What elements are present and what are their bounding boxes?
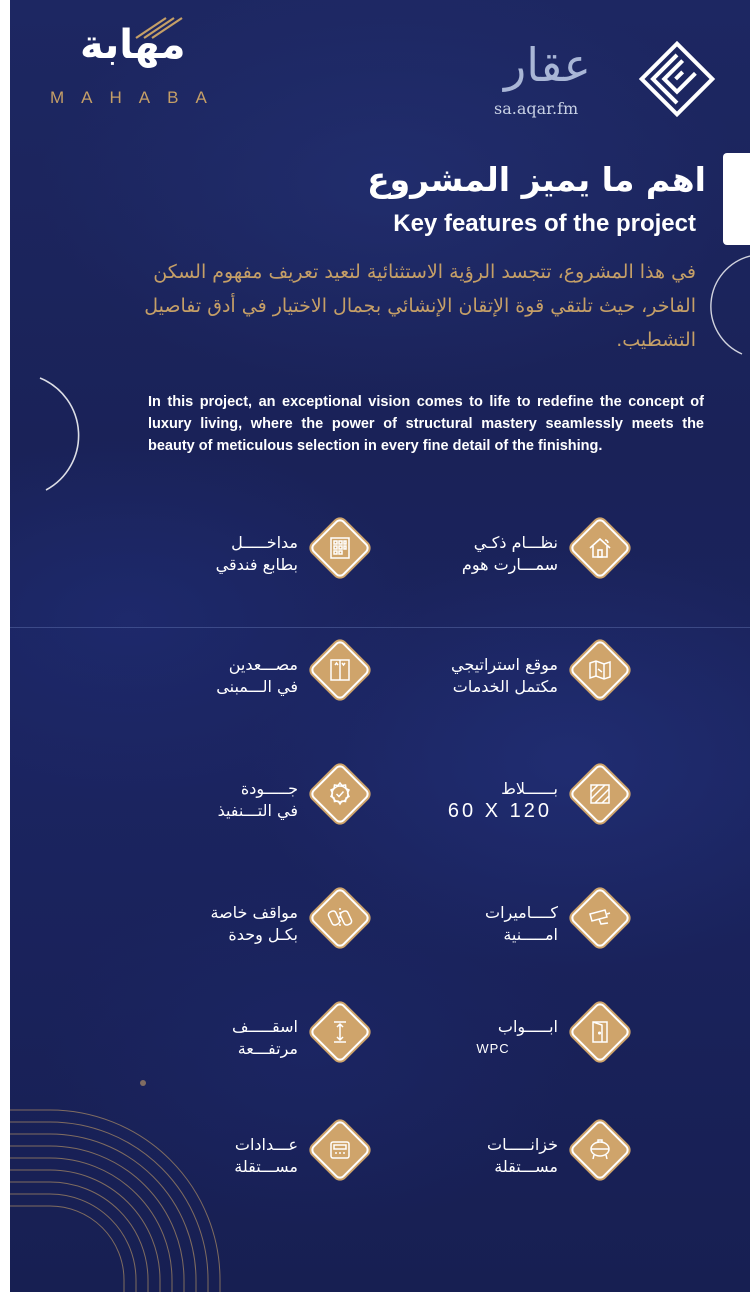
feature-ceilings bbox=[106, 1016, 370, 1062]
car-parking-icon bbox=[310, 888, 370, 948]
feature-meters bbox=[106, 1134, 370, 1180]
feature-line1: مصـــعدين bbox=[228, 655, 298, 674]
feature-tiles bbox=[366, 778, 630, 824]
building-icon bbox=[310, 518, 370, 578]
mahaba-latin-name: MAHABA bbox=[50, 88, 224, 107]
feature-line2: مرتفـــعة bbox=[237, 1039, 298, 1058]
elevator-icon bbox=[310, 640, 370, 700]
meter-icon bbox=[310, 1120, 370, 1180]
section-divider bbox=[10, 627, 750, 628]
tiles-icon bbox=[570, 764, 630, 824]
feature-line2: امـــــنية bbox=[503, 925, 558, 944]
mahaba-arabic-name: مهابة bbox=[80, 22, 186, 68]
feature-line2: 60 X 120 bbox=[447, 800, 552, 822]
intro-text-en: In this project, an exceptional vision comes to life to redefine the concept of luxury living, where the power of structural mastery seamlessly meets the beauty of meticulous selection in every fine detail of the finishing. bbox=[148, 394, 704, 454]
left-white-strip bbox=[0, 0, 10, 1292]
feature-line2: مســـتقلة bbox=[494, 1157, 558, 1176]
decorative-arc-right bbox=[700, 250, 750, 360]
aqar-logo bbox=[490, 38, 615, 123]
decorative-dots bbox=[138, 1078, 148, 1088]
feature-line2: بكـل وحدة bbox=[228, 925, 298, 944]
security-camera-icon bbox=[570, 888, 630, 948]
feature-line2: مكتمل الخدمات bbox=[452, 677, 558, 696]
map-icon bbox=[570, 640, 630, 700]
page-title-en: Key features of the project bbox=[393, 210, 696, 237]
feature-doors bbox=[366, 1016, 630, 1062]
feature-line2: في الـــمبنى bbox=[216, 677, 298, 696]
door-icon bbox=[570, 1002, 630, 1062]
quality-badge-icon bbox=[310, 764, 370, 824]
feature-line1: مواقف خاصة bbox=[210, 903, 298, 922]
feature-line1: خزانـــــات bbox=[487, 1135, 558, 1154]
feature-line1: مداخـــــل bbox=[231, 533, 298, 552]
feature-parking bbox=[106, 902, 370, 948]
smart-home-icon bbox=[570, 518, 630, 578]
feature-line2: WPC bbox=[476, 1041, 510, 1056]
decorative-lines-bottom-left bbox=[10, 1090, 250, 1292]
feature-line1: بــــــلاط bbox=[501, 779, 558, 798]
aqar-arabic-name: عقار bbox=[504, 38, 591, 92]
feature-line1: ابـــــواب bbox=[497, 1017, 558, 1036]
intro-text-ar: في هذا المشروع، تتجسد الرؤية الاستثنائية لتعيد تعريف مفهوم السكن الفاخر، حيث تلتقي قوة الإتقان الإنشائي بجمال الاختيار في أدق تفاصيل التشطيب. bbox=[144, 261, 696, 351]
aqar-url: sa.aqar.fm bbox=[494, 99, 579, 118]
feature-elevators bbox=[106, 654, 370, 700]
feature-poster bbox=[10, 0, 750, 1292]
feature-line1: اسقـــــف bbox=[232, 1017, 298, 1036]
feature-line2: مســـتقلة bbox=[234, 1157, 298, 1176]
developer-kufic-logo-icon bbox=[638, 40, 716, 118]
feature-line1: جـــــودة bbox=[240, 779, 298, 798]
feature-strategic-location bbox=[366, 654, 630, 700]
feature-smart-home bbox=[366, 532, 630, 578]
feature-line1: كــــاميرات bbox=[485, 903, 558, 922]
feature-hotel-entrances bbox=[106, 532, 370, 578]
feature-quality bbox=[106, 778, 370, 824]
feature-line1: نظـــام ذكـي bbox=[473, 533, 558, 552]
feature-line2: في التـــنفيذ bbox=[217, 801, 298, 820]
feature-cameras bbox=[366, 902, 630, 948]
feature-line1: عـــدادات bbox=[234, 1135, 298, 1154]
water-tank-icon bbox=[570, 1120, 630, 1180]
decorative-arc-left bbox=[10, 370, 120, 500]
feature-line2: بطابع فندقي bbox=[215, 555, 298, 574]
ceiling-height-icon bbox=[310, 1002, 370, 1062]
feature-line1: موقع استراتيجي bbox=[451, 655, 558, 674]
right-edge-tab bbox=[723, 153, 750, 245]
feature-line2: سمـــارت هوم bbox=[461, 555, 558, 574]
page-title-ar: اهم ما يميز المشروع bbox=[367, 160, 706, 199]
feature-tanks bbox=[366, 1134, 630, 1180]
